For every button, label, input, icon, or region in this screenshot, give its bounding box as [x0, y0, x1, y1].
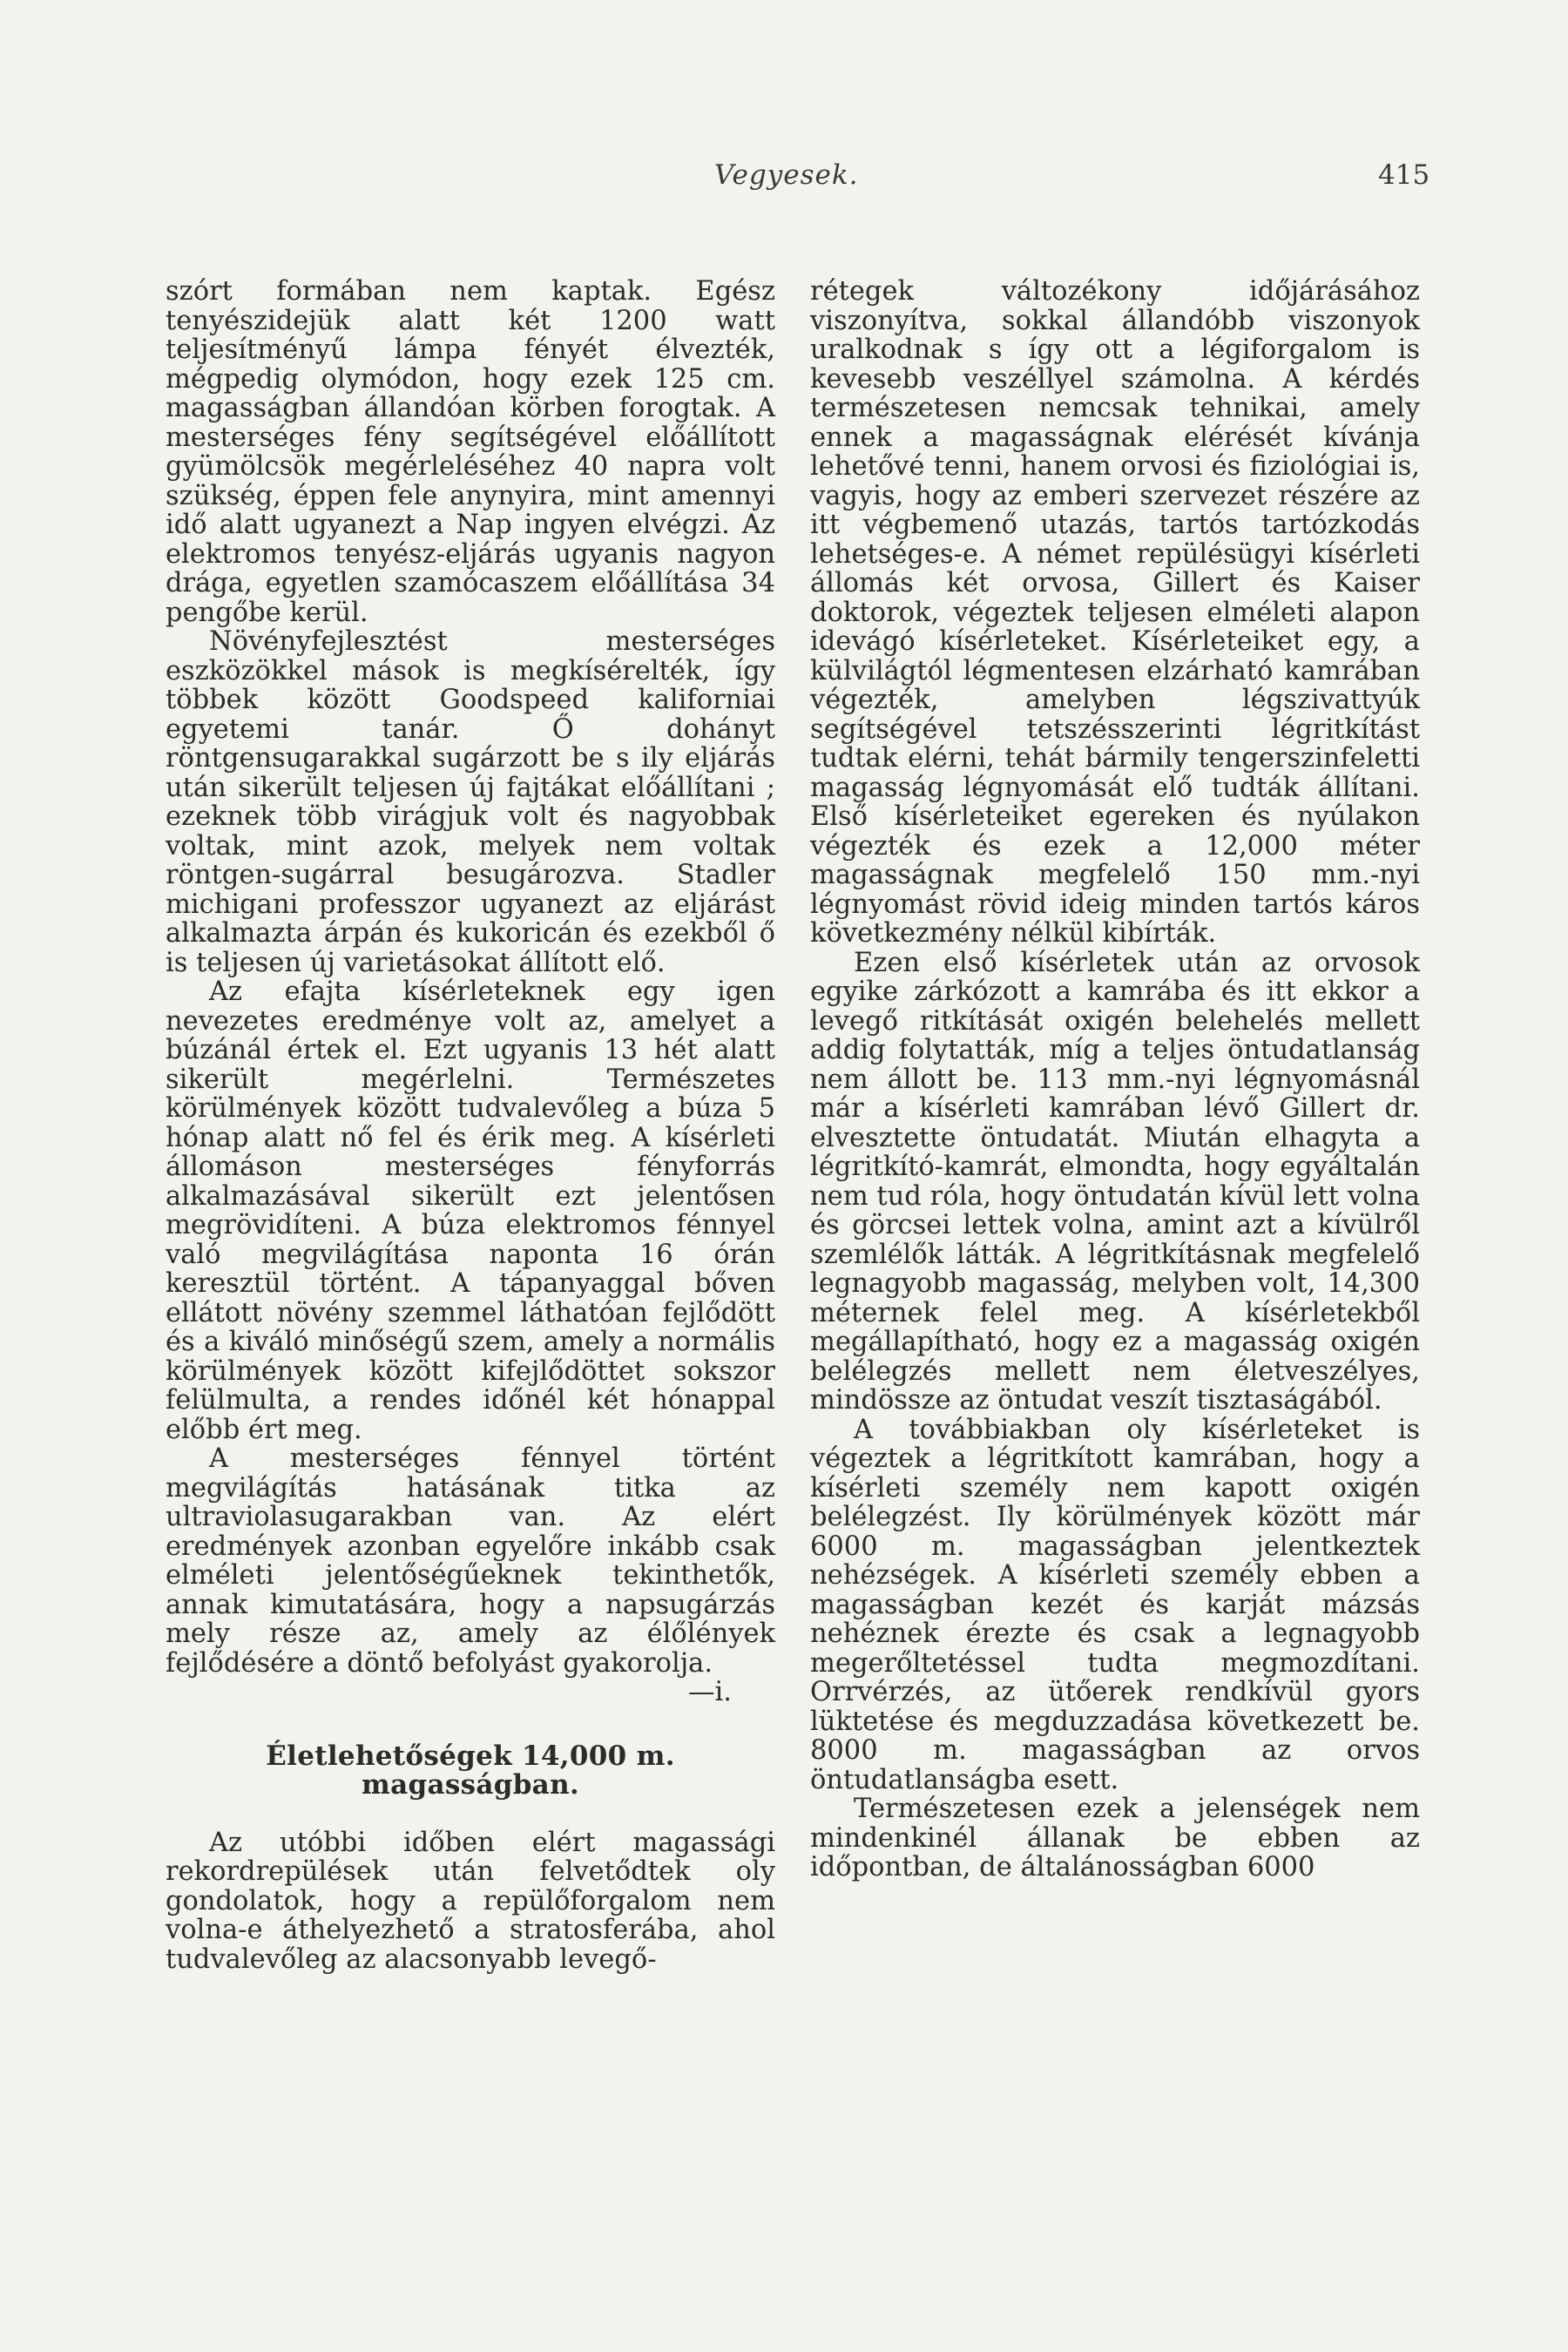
right-column: [810, 277, 1420, 1882]
paragraph: Az efajta kísérleteknek egy igen nevezetes eredménye volt az, amelyet a búzánál értek el. Ezt ugyanis 13 hét alatt sikerült megérlelni. Természetes körülmények között tudvalevőleg a búza 5 hónap alatt nő fel és érik meg. A kísérleti állomáson mesterséges fényforrás alkalmazásával sikerült ezt jelentősen megrövidíteni. A búza elektromos fénnyel való megvilágítása naponta 16 órán keresztül történt. A tápanyaggal bőven ellátott növény szemmel láthatóan fejlődött és a kiváló minőségű szem, amely a normális körülmények között kifejlődöttet sokszor felülmulta, a rendes időnél két hónappal előbb ért meg.: [166, 977, 775, 1445]
paragraph: szórt formában nem kaptak. Egész tenyészidejük alatt két 1200 watt teljesítményű lámpa fényét élvezték, mégpedig olymódon, hogy ezek 125 cm. magasságban állandóan körben forogtak. A mesterséges fény segítségével előállított gyümölcsök megérleléséhez 40 napra volt szükség, éppen fele anynyira, mint amennyi idő alatt ugyanezt a Nap ingyen elvégzi. Az elektromos tenyész-eljárás ugyanis nagyon drága, egyetlen szamócaszem előállítása 34 pengőbe kerül.: [166, 276, 775, 628]
paragraph: rétegek változékony időjárásához viszonyítva, sokkal állandóbb viszonyok uralkodnak s így ott a légiforgalom is kevesebb veszéllyel számolna. A kérdés természetesen nemcsak tehnikai, amely ennek a magasságnak elérését kívánja lehetővé tenni, hanem orvosi és fiziológiai is, vagyis, hogy az emberi szervezet részére az itt végbemenő utazás, tartós tartózkodás lehetséges-e. A német repülésügyi kísérleti állomás két orvosa, Gillert és Kaiser doktorok, végeztek teljesen elméleti alapon idevágó kísérleteket. Kísérleteiket egy, a külvilágtól légmentesen elzárható kamrában végezték, amelyben légszivattyúk segítségével tetszésszerinti légritkítást tudtak elérni, tehát bármily tengerszinfeletti magasság légnyomását elő tudták állítani. Első kísérleteiket egereken és nyúlakon végezték és ezek a 12,000 méter magasságnak megfelelő 150 mm.-nyi légnyomást rövid ideig minden tartós káros következmény nélkül kibírták.: [810, 276, 1420, 949]
article-title: Életlehetőségek 14,000 m. magasságban.: [266, 1740, 675, 1801]
running-head: [0, 159, 1568, 203]
paragraph: Növényfejlesztést mesterséges eszközökkel mások is megkísérelték, így többek között Goodspeed kaliforniai egyetemi tanár. Ő dohányt röntgensugarakkal sugárzott be s ily eljárás után sikerült teljesen új fajtákat előállítani ; ezeknek több virágjuk volt és nagyobbak voltak, mint azok, melyek nem voltak röntgen-sugárral besugározva. Stadler michigani professzor ugyanezt az eljárást alkalmazta árpán és kukoricán és ezekből ő is teljesen új varietásokat állított elő.: [166, 626, 775, 978]
paragraph: Az utóbbi időben elért magassági rekordrepülések után felvetődtek oly gondolatok, hogy a repülőforgalom nem volna-e áthelyezhető a stratosferába, ahol tudvalevőleg az alacsonyabb levegő-: [166, 1827, 775, 1975]
author-signature: —i.: [688, 1677, 732, 1707]
section-title: Vegyesek.: [714, 159, 859, 191]
paragraph: Természetesen ezek a jelenségek nem mindenkinél állanak be ebben az időpontban, de általánosságban 6000: [810, 1794, 1420, 1882]
left-column: [166, 277, 775, 1974]
page-number: 415: [1378, 159, 1430, 191]
paragraph: A mesterséges fénnyel történt megvilágítás hatásának titka az ultraviolasugarakban van. Az elért eredmények azonban egyelőre inkább csak elméleti jelentőségűeknek tekinthetők, annak kimutatására, hogy a napsugárzás mely része az, amely az élőlények fejlődésére a döntő befolyást gyakorolja.: [166, 1443, 775, 1679]
paragraph: A továbbiakban oly kísérleteket is végeztek a légritkított kamrában, hogy a kísérleti személy nem kapott oxigén belélegzést. Ily körülmények között már 6000 m. magasságban jelentkeztek nehézségek. A kísérleti személy ebben a magasságban kezét és karját mázsás nehéznek érezte és csak a legnagyobb megerőltetéssel tudta megmozdítani. Orrvérzés, az ütőerek rendkívül gyors lüktetése és megduzzadása következett be. 8000 m. magasságban az orvos öntudatlanságba esett.: [810, 1414, 1420, 1795]
paragraph: Ezen első kísérletek után az orvosok egyike zárkózott a kamrába és itt ekkor a levegő ritkítását oxigén belehelés mellett addig folytatták, míg a teljes öntudatlanság nem állott be. 113 mm.-nyi légnyomásnál már a kísérleti kamrában lévő Gillert dr. elvesztette öntudatát. Miután elhagyta a légritkító-kamrát, elmondta, hogy egyáltalán nem tud róla, hogy öntudatán kívül lett volna és görcsei lettek volna, amint azt a kívülről szemlélők látták. A légritkításnak megfelelő legnagyobb magasság, melyben volt, 14,300 méternek felel meg. A kísérletekből megállapítható, hogy ez a magasság oxigén belélegzés mellett nem életveszélyes, mindössze az öntudat veszít tisztaságából.: [810, 947, 1420, 1416]
